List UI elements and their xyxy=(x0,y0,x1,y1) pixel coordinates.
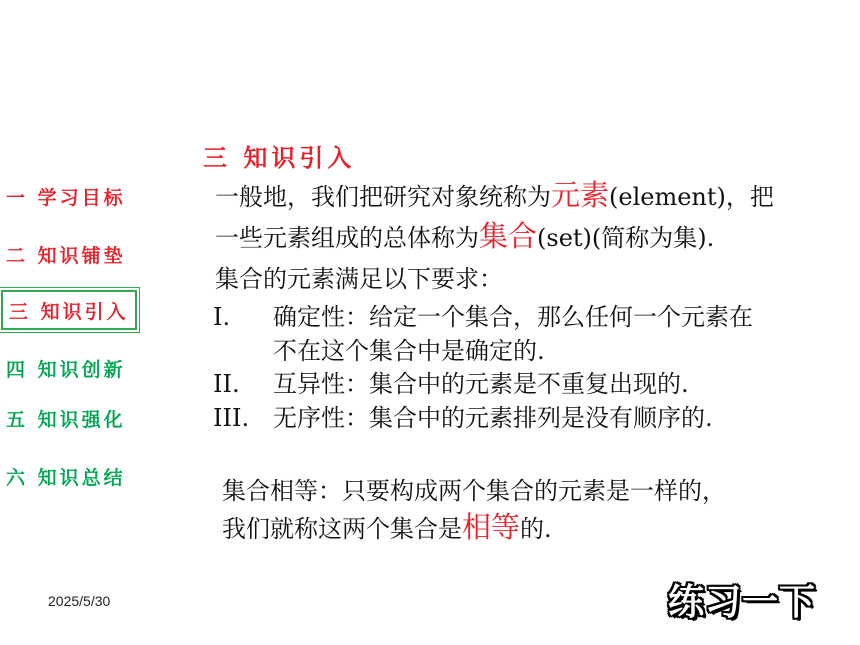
intro-line-1 xyxy=(215,178,774,214)
requirement-text: 互异性：集合中的元素是不重复出现的. xyxy=(273,370,689,398)
intro-line-2-text: 一些元素组成的总体称为 xyxy=(215,224,479,252)
requirement-text-continuation: 不在这个集合中是确定的. xyxy=(273,337,545,365)
practice-button[interactable]: 练习一下 xyxy=(668,582,817,623)
equality-line-2-tail: 的. xyxy=(520,515,552,543)
nav-item-knowledge-reinforcement[interactable]: 五 知识强化 xyxy=(6,409,126,431)
intro-line-1-tail: (element)，把 xyxy=(609,183,774,211)
term-element: 元素 xyxy=(551,178,610,212)
intro-line-2-tail: (set)(简称为集). xyxy=(537,224,715,252)
equality-line-2 xyxy=(222,510,552,546)
section-title: 三 知识引入 xyxy=(203,144,356,172)
requirement-text: 无序性：集合中的元素排列是没有顺序的. xyxy=(273,404,713,432)
equality-line-2-text: 我们就称这两个集合是 xyxy=(222,515,462,543)
intro-line-1-text: 一般地，我们把研究对象统称为 xyxy=(215,183,551,211)
requirement-number: II. xyxy=(213,370,240,398)
nav-item-knowledge-foundation[interactable]: 二 知识铺垫 xyxy=(6,245,126,267)
nav-item-knowledge-innovation[interactable]: 四 知识创新 xyxy=(6,359,126,381)
slide-date: 2025/5/30 xyxy=(48,593,111,609)
requirement-number: III. xyxy=(213,404,250,432)
requirement-number: I. xyxy=(213,303,231,331)
requirement-item xyxy=(213,300,753,334)
requirement-text: 确定性：给定一个集合，那么任何一个元素在 xyxy=(273,303,753,331)
nav-item-knowledge-introduction[interactable]: 三 知识引入 xyxy=(1,290,137,330)
nav-item-knowledge-summary[interactable]: 六 知识总结 xyxy=(6,467,126,489)
equality-line-1: 集合相等：只要构成两个集合的元素是一样的， xyxy=(222,477,726,505)
requirement-item-continuation xyxy=(213,334,545,368)
requirement-item xyxy=(213,401,713,435)
term-set: 集合 xyxy=(479,219,538,253)
requirement-item xyxy=(213,367,689,401)
requirements-heading: 集合的元素满足以下要求： xyxy=(215,265,503,293)
nav-item-learning-goals[interactable]: 一 学习目标 xyxy=(6,187,126,209)
term-equal: 相等 xyxy=(462,510,521,544)
intro-line-2 xyxy=(215,219,714,255)
